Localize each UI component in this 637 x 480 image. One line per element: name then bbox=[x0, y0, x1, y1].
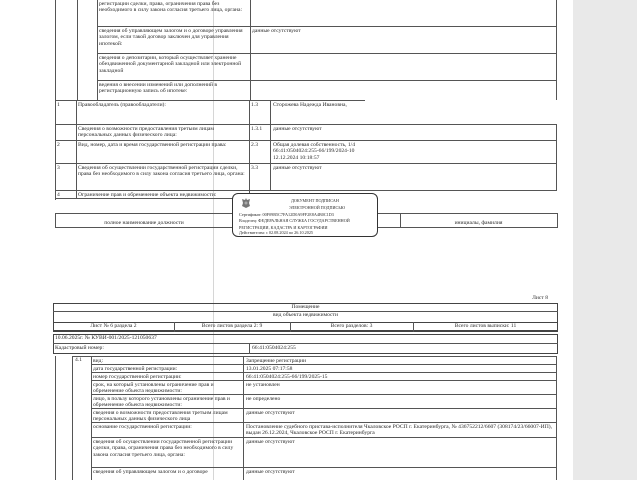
restriction-label: номер государственной регистрации: bbox=[93, 374, 182, 380]
sheet-in-section: Лист № 6 раздела 2 bbox=[90, 323, 137, 329]
owner-name: Сторожева Надежда Ивановна, bbox=[273, 102, 347, 108]
stamp-owner: Владелец: ФЕДЕРАЛЬНАЯ СЛУЖБА ГОСУДАРСТВЕННОЙ bbox=[239, 218, 350, 223]
row-label: Правообладатель (правообладатели): bbox=[78, 102, 166, 108]
restriction-label: вид: bbox=[93, 358, 104, 364]
object-type-caption: вид объекта недвижимости bbox=[273, 312, 338, 318]
top-row-label: регистрации сделки, права, ограничения права без необходимого в силу закона согласия третьего лица, органа: bbox=[99, 1, 243, 14]
stamp-title: ДОКУМЕНТ ПОДПИСАН bbox=[291, 198, 339, 203]
restriction-label: сведения об осуществлении государственной регистрации сделки, права, ограничения права без необходимого в силу закона согласия третьего лица, органа: bbox=[93, 439, 234, 458]
restriction-label: дата государственной регистрации: bbox=[93, 366, 178, 372]
top-row-label: сведения о депозитарии, который осуществляет хранение обездвиженной документарной закладной или электронной закладной bbox=[99, 55, 242, 74]
row-label: Сведения об осуществлении государственной регистрации сделки, права без необходимого в силу закона согласия третьего лица, органа: bbox=[78, 165, 245, 178]
registration-date: 13.01.2025 07:17:58 bbox=[246, 366, 293, 372]
section-number: 4.1 bbox=[75, 357, 82, 363]
restriction-type: Запрещение регистрации bbox=[246, 358, 306, 364]
stamp-validity: Действителен: с 02.08.2024 по 26.10.2025 bbox=[239, 230, 314, 235]
top-row-value: данные отсутствуют bbox=[252, 28, 301, 34]
row-number: 1 bbox=[57, 102, 60, 108]
e-signature-stamp bbox=[232, 193, 378, 237]
coat-of-arms-icon bbox=[241, 197, 251, 209]
row-code: 2.3 bbox=[251, 142, 258, 148]
pledge-manager: данные отсутствуют bbox=[246, 469, 295, 475]
registration-number: 66:41:0504024:255-66/199/2025-15 bbox=[246, 374, 328, 380]
stamp-certificate: Сертификат: 00F09B5C7FA12D0A9FF2E8A4B0C1D3 bbox=[239, 212, 334, 217]
row-code: 1.3.1 bbox=[251, 126, 263, 132]
beneficiary: не определено bbox=[246, 396, 281, 402]
cadastral-label: Кадастровый номер: bbox=[55, 345, 104, 351]
top-row-label: ведения о внесении изменений или дополнений в регистрационную запись об ипотеке: bbox=[99, 82, 217, 95]
total-sheets: Всего листов выписки: 11 bbox=[454, 323, 517, 329]
row-value: данные отсутствуют bbox=[273, 126, 322, 132]
cadastral-number: 66:41:0504024:255 bbox=[252, 345, 296, 351]
restriction-label: лицо, в пользу которого установлены ограничение прав и обременение объекта недвижимости: bbox=[93, 396, 230, 409]
stamp-owner-cont: РЕГИСТРАЦИИ, КАДАСТРА И КАРТОГРАФИИ bbox=[239, 225, 328, 230]
restriction-label: сведения о возможности предоставления третьим лицам персональных данных физического лица bbox=[93, 410, 228, 423]
stamp-subtitle: ЭЛЕКТРОННОЙ ПОДПИСЬЮ bbox=[289, 205, 346, 210]
row-number: 3 bbox=[57, 165, 60, 171]
consent-info: данные отсутствуют bbox=[246, 439, 295, 445]
restriction-term: не установлен bbox=[246, 382, 280, 388]
sheet-number: Лист 8 bbox=[532, 295, 548, 301]
restriction-label: основание государственной регистрации: bbox=[93, 424, 192, 430]
restriction-label: срок, на который установлены ограничение прав и обременение объекта недвижимости: bbox=[93, 382, 214, 395]
name-caption: инициалы, фамилия bbox=[454, 220, 503, 226]
total-sheets-section: Всего листов раздела 2: 9 bbox=[201, 323, 263, 329]
registration-basis: Постановление судебного пристава-исполнителя Чкаловское РОСП г. Екатеринбурга, № 436752212/6607 (308174/23/66007-ИП), выдан 26.12.2024, Чкаловское РОСП г. Екатеринбурга bbox=[246, 424, 553, 437]
row-label: Ограничение прав и обременение объекта недвижимости: bbox=[78, 192, 217, 198]
row-label: Вид, номер, дата и время государственной регистрации права: bbox=[78, 142, 227, 148]
restriction-label: сведения об управляющем залогом и о договоре bbox=[93, 469, 208, 475]
row-number: 4 bbox=[57, 192, 60, 198]
document-reference: 10.06.2025г. № КУВИ-001/2025-121050637 bbox=[55, 335, 157, 341]
total-sections: Всего разделов: 3 bbox=[330, 323, 373, 329]
right-registration: Общая долевая собственность, 1/4 66:41:0504024:255-66/199/2024-10 12.12.2024 10:18:57 bbox=[273, 142, 356, 161]
top-row-label: сведения об управляющем залогом и о договоре управления залогом, если такой договор заключен для управления ипотекой: bbox=[99, 28, 243, 47]
scanner-margin bbox=[573, 0, 637, 480]
row-number: 2 bbox=[57, 142, 60, 148]
position-caption: полное наименование должности bbox=[104, 220, 184, 226]
row-label: Сведения о возможности предоставления третьим лицам персональных данных физического лица: bbox=[78, 126, 214, 139]
row-value: данные отсутствуют bbox=[273, 165, 322, 171]
personal-data-consent: данные отсутствуют bbox=[246, 410, 295, 416]
row-code: 3.3 bbox=[251, 165, 258, 171]
object-type: Помещение bbox=[291, 304, 320, 310]
row-code: 1.3 bbox=[251, 102, 258, 108]
